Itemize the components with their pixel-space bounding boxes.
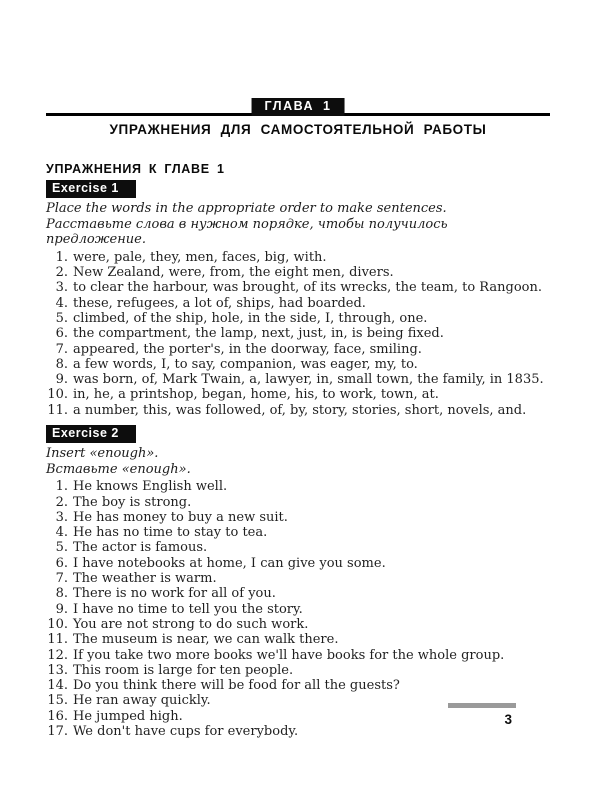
list-item-text: He jumped high. [73,708,183,724]
list-item-text: was born, of, Mark Twain, a, lawyer, in, small town, the family, in 1835. [73,372,544,388]
list-item [46,403,550,418]
list-item-number: 7. [55,341,68,357]
page-number: 3 [504,712,512,727]
list-item-number: 15. [47,693,68,709]
list-item [46,556,550,571]
list-item-text: to clear the harbour, was brought, of its wrecks, the team, to Rangoon. [73,280,542,296]
list-item [46,709,550,724]
list-item-text: I have no time to tell you the story. [73,601,303,617]
list-item-number: 11. [47,402,68,418]
list-item-text: The weather is warm. [73,571,217,587]
list-item [46,479,550,494]
list-item-number: 9. [55,372,68,388]
list-item-text: a number, this, was followed, of, by, story, stories, short, novels, and. [73,402,527,418]
list-item [46,342,550,357]
list-item-number: 9. [55,601,68,617]
list-item-text: were, pale, they, men, faces, big, with. [73,249,327,265]
list-item [46,280,550,295]
list-item [46,525,550,540]
exercise-block [46,176,550,418]
list-item [46,617,550,632]
chapter-badge: ГЛАВА 1 [252,98,345,116]
list-item [46,372,550,387]
list-item [46,265,550,280]
list-item-number: 5. [55,310,68,326]
list-item-number: 2. [55,494,68,510]
list-item-number: 17. [47,723,68,739]
list-item [46,632,550,647]
list-item-text: Do you think there will be food for all the guests? [73,678,400,694]
list-item [46,311,550,326]
section-title: УПРАЖНЕНИЯ К ГЛАВЕ 1 [46,162,225,176]
list-item-text: I have notebooks at home, I can give you some. [73,555,386,571]
exercise-instruction-ru: Расставьте слова в нужном порядке, чтобы получилось предложение. [46,216,448,248]
list-item-text: This room is large for ten people. [73,662,294,678]
exercise-item-list [46,479,550,739]
list-item [46,602,550,617]
list-item-text: We don't have cups for everybody. [73,723,299,739]
list-item [46,648,550,663]
list-item-number: 7. [55,571,68,587]
exercise-badge: Exercise 2 [46,425,136,443]
list-item-number: 1. [55,479,68,495]
list-item-number: 13. [47,662,68,678]
list-item-text: the compartment, the lamp, next, just, in, is being fixed. [73,326,444,342]
list-item [46,510,550,525]
list-item-text: He has money to buy a new suit. [73,509,288,525]
list-item-text: in, he, a printshop, began, home, his, to work, town, at. [73,387,439,403]
list-item-text: New Zealand, were, from, the eight men, divers. [73,265,394,281]
list-item-text: If you take two more books we'll have books for the whole group. [73,647,505,663]
list-item-text: appeared, the porter's, in the doorway, face, smiling. [73,341,422,357]
list-item [46,724,550,739]
list-item-text: The boy is strong. [73,494,192,510]
list-item [46,571,550,586]
list-item-number: 2. [55,265,68,281]
list-item [46,387,550,402]
list-item-number: 14. [47,678,68,694]
list-item-number: 3. [55,509,68,525]
exercise-instruction-en: Insert «enough». [46,446,159,462]
list-item [46,357,550,372]
list-item [46,326,550,341]
list-item-text: these, refugees, a lot of, ships, had boarded. [73,295,366,311]
list-item-number: 5. [55,540,68,556]
list-item-number: 3. [55,280,68,296]
list-item [46,495,550,510]
page-title: УПРАЖНЕНИЯ ДЛЯ САМОСТОЯТЕЛЬНОЙ РАБОТЫ [109,122,487,137]
exercise-instruction-en: Place the words in the appropriate order to make sentences. [46,201,447,216]
list-item-number: 10. [47,616,68,632]
list-item-text: The museum is near, we can walk there. [73,632,339,648]
list-item-number: 16. [47,708,68,724]
list-item-text: He ran away quickly. [73,693,211,709]
list-item-number: 8. [55,356,68,372]
list-item-number: 1. [55,249,68,265]
list-item-text: You are not strong to do such work. [73,616,309,632]
list-item [46,678,550,693]
list-item-number: 4. [55,525,68,541]
exercise-instruction-ru: Вставьте «enough». [46,461,191,477]
list-item-number: 4. [55,295,68,311]
exercises [46,176,550,739]
exercise-block [46,418,550,739]
list-item-number: 12. [47,647,68,663]
footer-rule [448,703,516,708]
list-item-text: There is no work for all of you. [73,586,276,602]
list-item-text: He has no time to stay to tea. [73,525,268,541]
chapter-header [46,96,550,116]
list-item [46,663,550,678]
list-item-number: 8. [55,586,68,602]
list-item [46,250,550,265]
exercise-badge: Exercise 1 [46,180,136,198]
list-item [46,296,550,311]
list-item-text: He knows English well. [73,479,228,495]
list-item-text: climbed, of the ship, hole, in the side, I, through, one. [73,310,428,326]
list-item-text: The actor is famous. [73,540,208,556]
exercise-item-list [46,250,550,418]
list-item [46,586,550,601]
list-item-text: a few words, I, to say, companion, was eager, my, to. [73,356,418,372]
list-item-number: 11. [47,632,68,648]
list-item-number: 6. [55,555,68,571]
list-item [46,540,550,555]
list-item-number: 6. [55,326,68,342]
list-item-number: 10. [47,387,68,403]
